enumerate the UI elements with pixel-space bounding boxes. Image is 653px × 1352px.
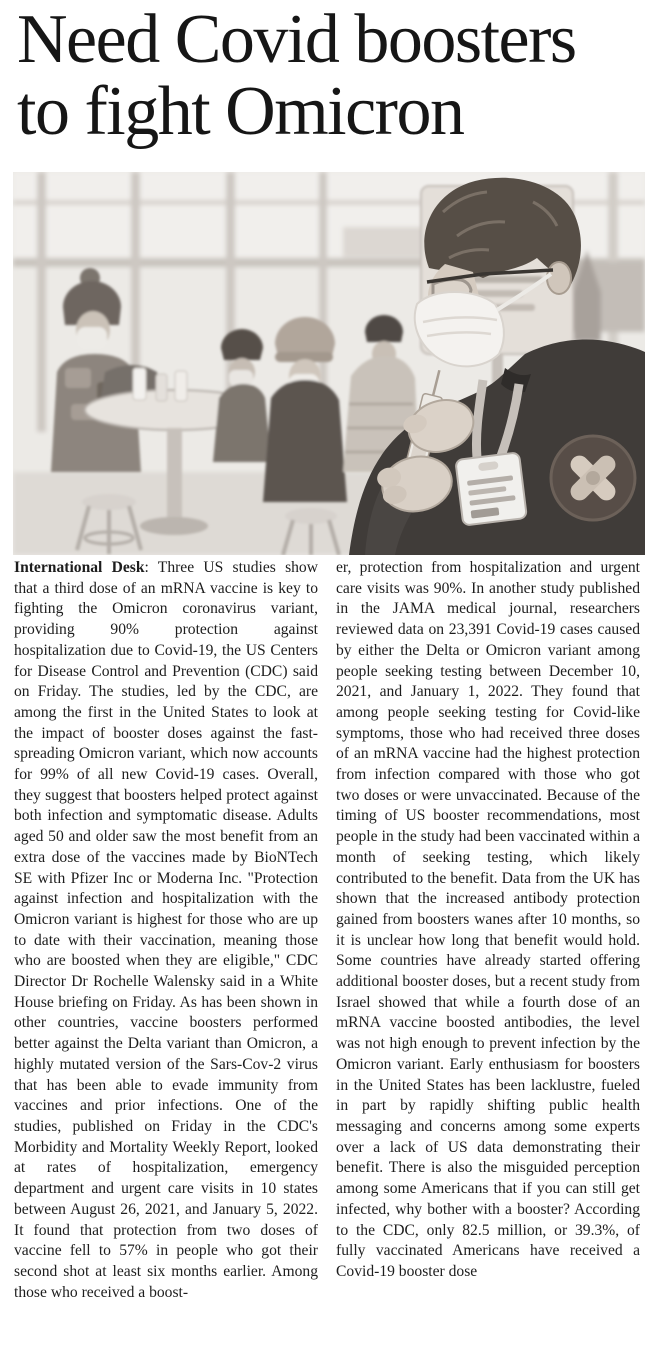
- vaccination-scene-illustration: [13, 172, 645, 555]
- desk-separator: :: [144, 559, 158, 576]
- article-text-column-1: Three US studies show that a third dose of an mRNA vaccine is key to fighting the Omicron coronavirus variant, providing 90% protection against hospitalization due to Covid-19, the US Centers for Disease Control and Prevention (CDC) said on Friday. The studies, led by the CDC, are among the first in the United States to look at the impact of booster doses against the fast-spreading Omicron variant, which now accounts for 99% of all new Covid-19 cases. Overall, they suggest that boosters helped protect against both infection and symptomatic disease. Adults aged 50 and older saw the most benefit from an extra dose of the vaccines made by BioNTech SE with Pfizer Inc or Moderna Inc. "Protection against infection and hospitalization with the Omicron variant is highest for those who are up to date with their vaccination, meaning those who are boosted when they are eligible," CDC Director Dr Rochelle Walensky said in a White House briefing on Friday. As has been shown in other countries, vaccine boosters performed better against the Delta variant than Omicron, a highly mutated version of the Sars-Cov-2 virus that has been able to evade immunity from vaccines and prior infections. One of the studies, published on Friday in the CDC's Morbidity and Mortality Weekly Report, looked at rates of hospitalization, emergency department and urgent care visits in 10 states between August 26, 2021, and January 5, 2022. It found that protection from two doses of vaccine fell to 57% in people who got their second shot at least six months earlier. Among those who received a boost-: [14, 559, 318, 1301]
- article-paragraph-1: [14, 558, 318, 1303]
- article-body: [14, 558, 640, 1348]
- article-paragraph-2: er, protection from hospitalization and urgent care visits was 90%. In another study published in the JAMA medical journal, researchers reviewed data on 23,391 Covid-19 cases caused by either the Delta or Omicron variant among people seeking testing between December 10, 2021, and January 1, 2022. They found that among people seeking testing for Covid-like symptoms, those who had received three doses of an mRNA vaccine had the highest protection from infection compared with those who got two doses or were unvaccinated. Because of the timing of US booster recommendations, most people in the study had been vaccinated within a month of seeking testing, which likely contributed to the benefit. Data from the UK has shown that the increased antibody protection gained from boosters wanes after 10 months, so it is unclear how long that benefit would hold. Some countries have already started offering additional booster doses, but a recent study from Israel showed that while a fourth dose of an mRNA vaccine boosted antibodies, the level was not high enough to prevent infection by the Omicron variant. Early enthusiasm for boosters in the United States has been lacklustre, fueled in part by rapidly shifting public health messaging and concerns among some experts over a lack of US data demonstrating their benefit. There is also the misguided perception among some Americans that if you can still get infected, why bother with a booster? According to the CDC, only 82.5 million, or 39.3%, of fully vaccinated Americans have received a Covid-19 booster dose: [336, 559, 640, 1280]
- desk-label: International Desk: [14, 559, 145, 576]
- article-photo: [13, 172, 645, 555]
- article-column-2: [336, 558, 640, 1348]
- article-column-1: [14, 558, 318, 1348]
- article-headline: Need Covid boosters to fight Omicron: [17, 1, 576, 150]
